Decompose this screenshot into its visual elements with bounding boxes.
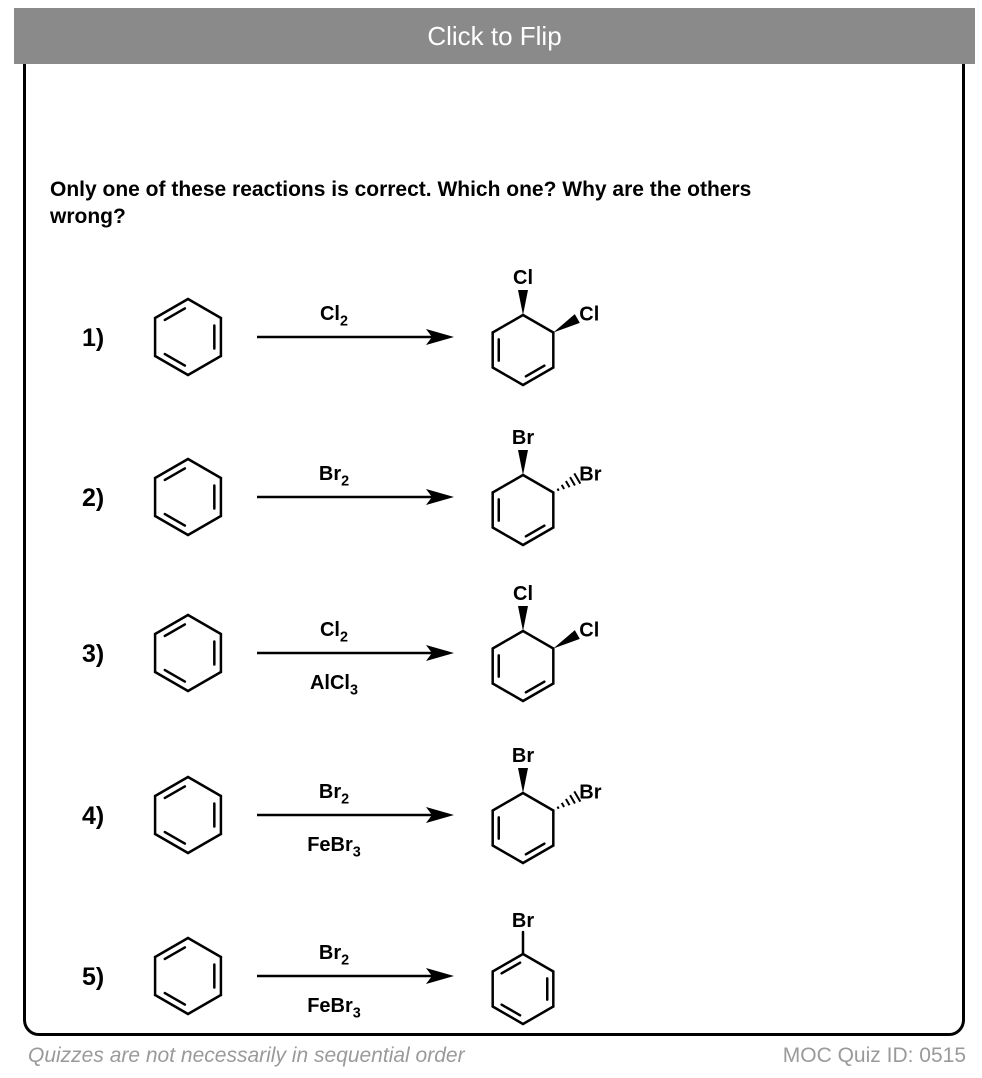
reagent-top: $Cl_2$ (319, 303, 349, 330)
benzene-reactant (155, 459, 221, 535)
product-substituent: Cl (579, 619, 600, 642)
product-substituent: Br (511, 910, 535, 932)
quiz-id: MOC Quiz ID: 0515 (782, 1044, 966, 1067)
reaction-arrow (257, 489, 454, 505)
reagent-top: $Br_2$ (318, 781, 350, 808)
reaction-arrow (257, 968, 454, 984)
product-structure (493, 583, 600, 701)
reagent-bottom: FeBr$_3$ (307, 834, 361, 861)
reaction-number: 2) (82, 484, 105, 512)
product-substituent: Br (579, 781, 602, 804)
product-substituent: Cl (513, 267, 533, 289)
benzene-reactant (155, 777, 221, 853)
product-substituent: Br (579, 463, 602, 486)
reagent-top: $Br_2$ (318, 942, 350, 969)
product-substituent: Cl (579, 303, 600, 326)
reaction-number: 4) (82, 802, 105, 830)
reaction-row (82, 267, 599, 385)
product-substituent: Cl (513, 583, 533, 605)
benzene-reactant (155, 299, 221, 375)
reaction-row (82, 427, 602, 545)
benzene-reactant (155, 615, 221, 691)
reaction-arrow (257, 645, 454, 661)
product-substituent: Br (511, 427, 535, 449)
product-structure (493, 745, 602, 863)
reaction-number: 1) (82, 324, 105, 352)
product-structure (493, 910, 554, 1024)
benzene-reactant (155, 938, 221, 1014)
sequence-note: Quizzes are not necessarily in sequential order (28, 1044, 465, 1067)
product-structure (493, 427, 602, 545)
reaction-row (82, 583, 599, 701)
reagent-top: $Cl_2$ (319, 619, 349, 646)
reaction-row (82, 910, 553, 1024)
reaction-number: 3) (82, 640, 105, 668)
product-substituent: Br (511, 745, 535, 767)
question-text: Only one of these reactions is correct. Which one? Why are the others wrong? (50, 178, 752, 228)
reagent-bottom: AlCl$_3$ (309, 672, 359, 699)
reaction-arrow (257, 807, 454, 823)
reagent-bottom: FeBr$_3$ (307, 995, 361, 1022)
reaction-row (82, 745, 602, 863)
reaction-number: 5) (82, 963, 105, 991)
product-structure (493, 267, 600, 385)
reaction-arrow (257, 329, 454, 345)
reagent-top: $Br_2$ (318, 463, 350, 490)
click-to-flip-button[interactable]: Click to Flip (14, 8, 975, 64)
